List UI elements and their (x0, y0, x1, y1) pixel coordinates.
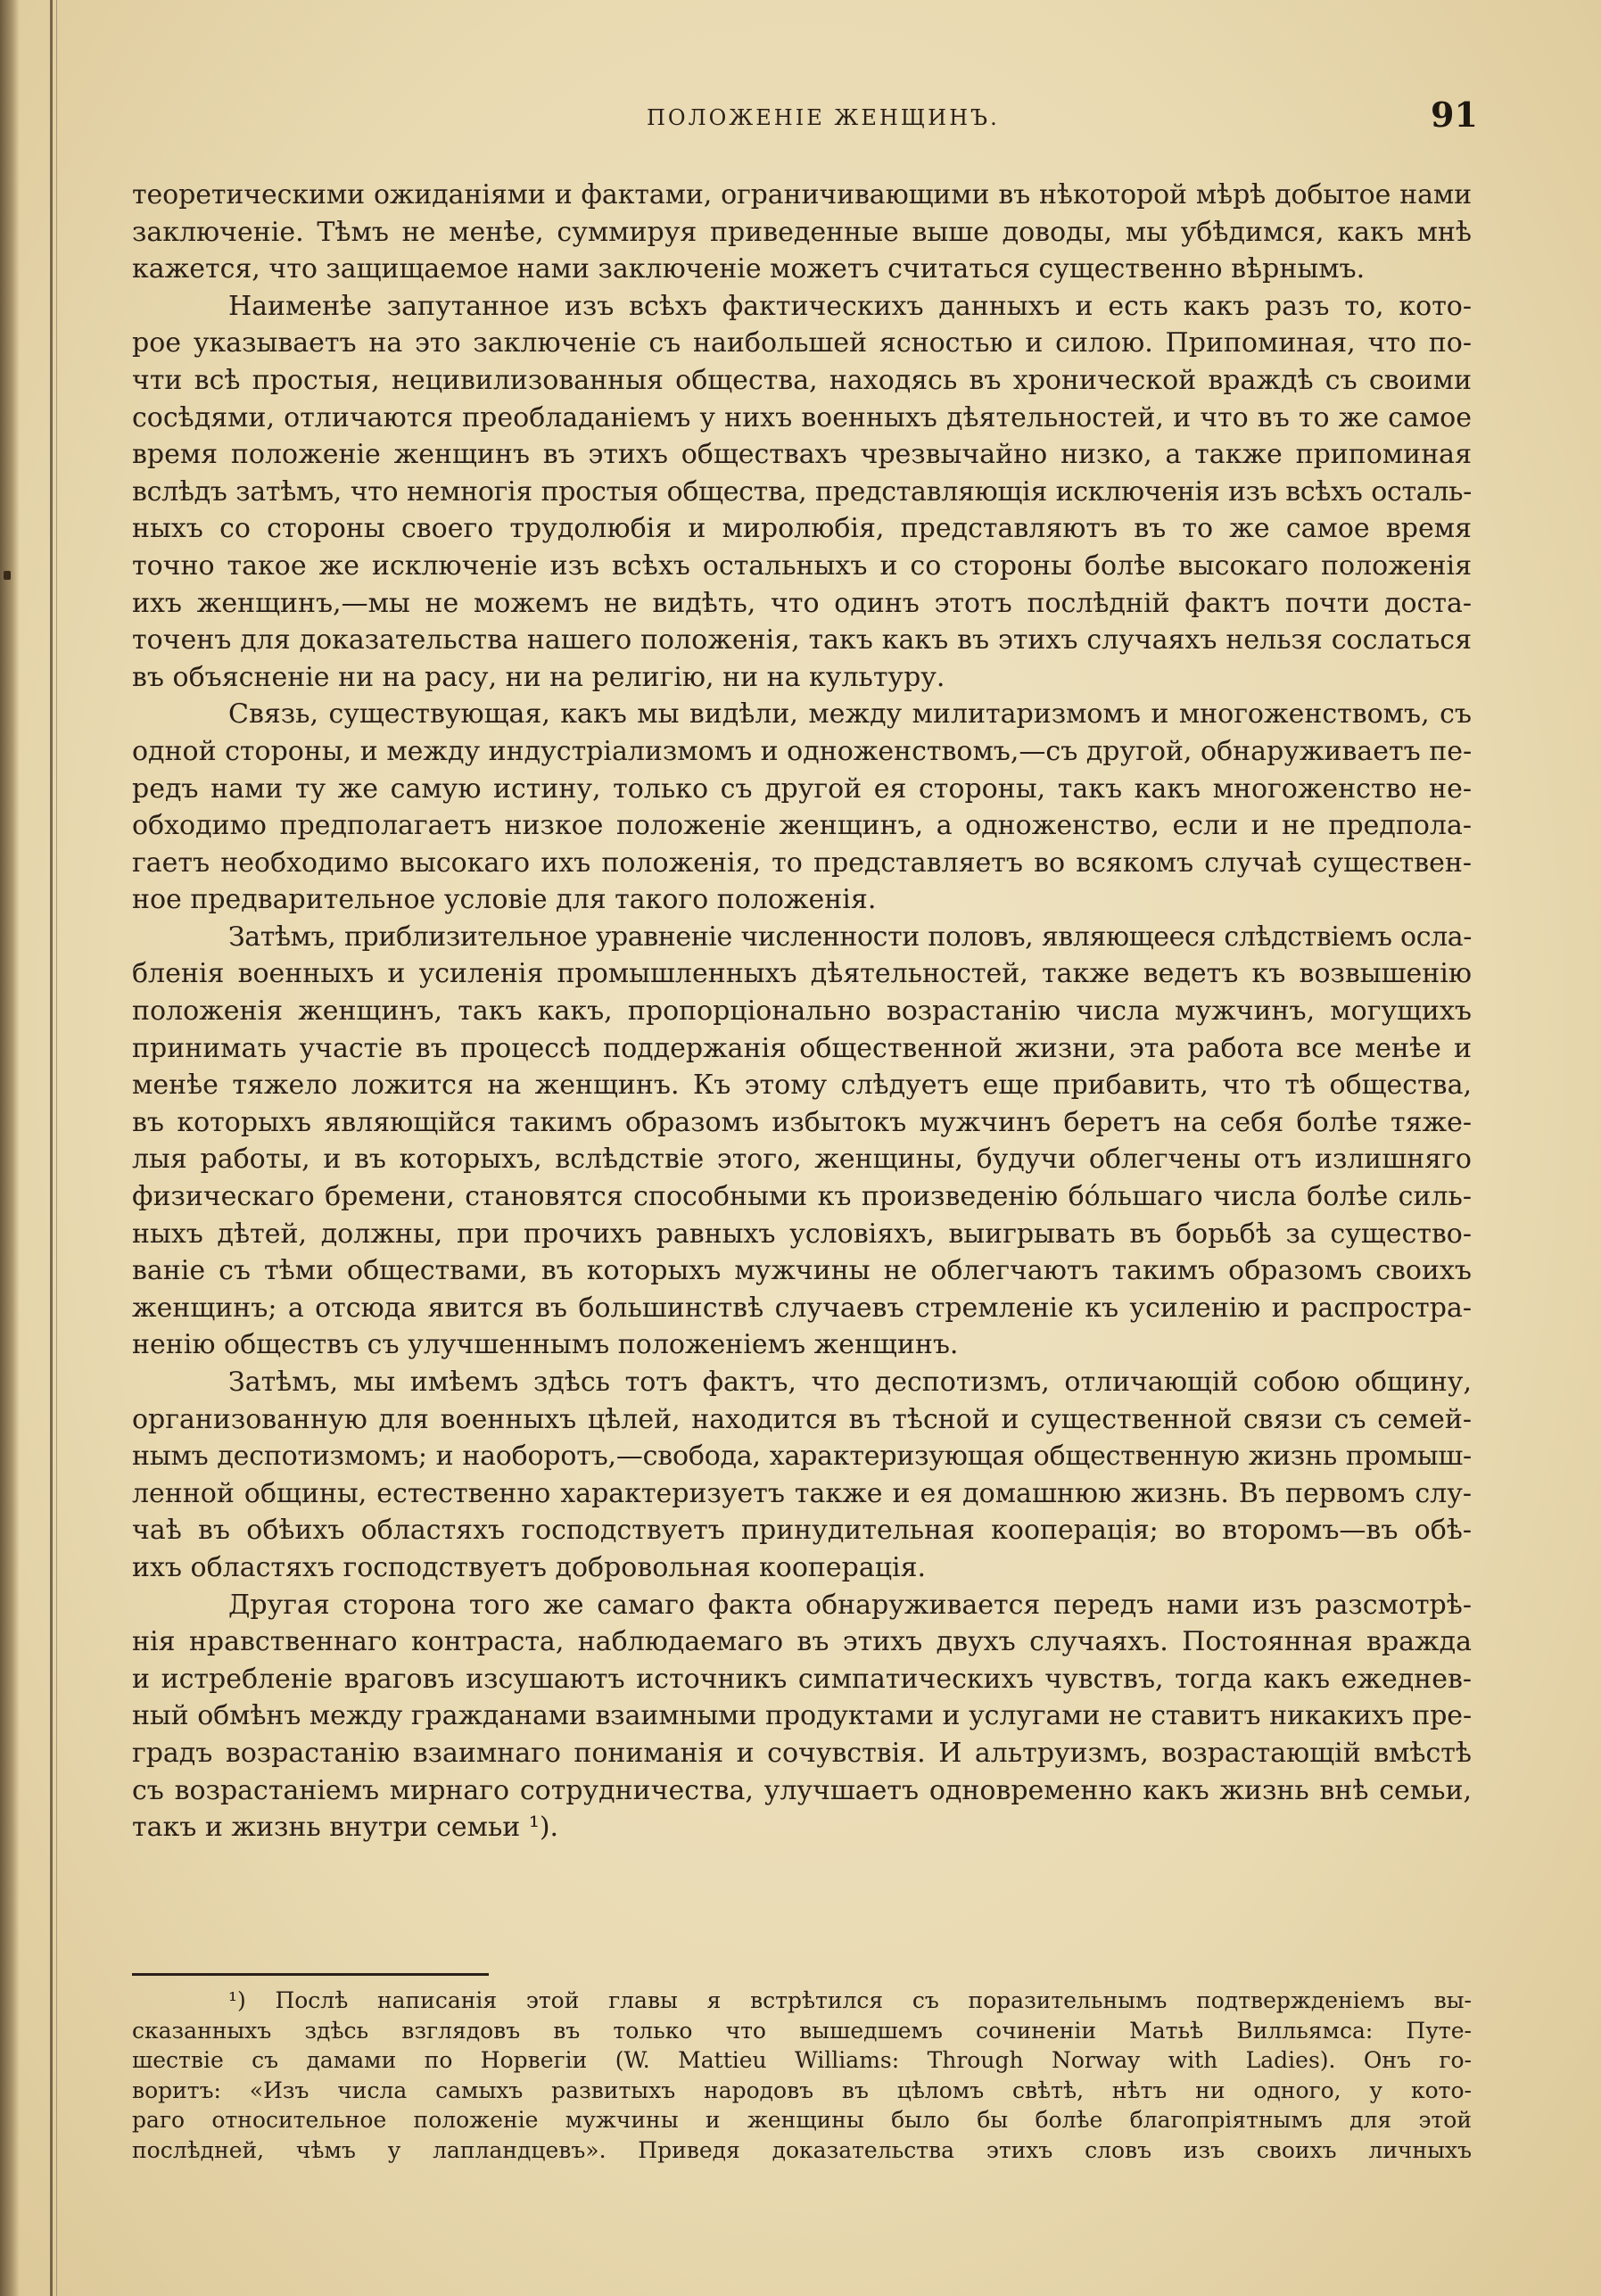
text-line: въ которыхъ являющійся такимъ образомъ избытокъ мужчинъ беретъ на себя болѣе тяже- (132, 1106, 1472, 1138)
text-line: заключеніе. Тѣмъ не менѣе, суммируя приведенные выше доводы, мы убѣдимся, какъ мнѣ (132, 216, 1472, 248)
text-line: и истребленіе враговъ изсушаютъ источникъ симпатическихъ чувствъ, тогда какъ ежеднев- (132, 1663, 1472, 1695)
text-line: чаѣ въ обѣихъ областяхъ господствуетъ принудительная кооперація; во второмъ—въ обѣ- (132, 1515, 1472, 1547)
text-line: ваніе съ тѣми обществами, въ которыхъ мужчины не облегчаютъ такимъ образомъ своихъ (132, 1255, 1472, 1287)
footnotes (132, 1986, 1472, 2166)
text-line: точенъ для доказательства нашего положенія, такъ какъ въ этихъ случаяхъ нельзя сослаться (132, 624, 1472, 657)
text-line: Затѣмъ, мы имѣемъ здѣсь тотъ фактъ, что деспотизмъ, отличающій собою общину, (228, 1367, 1472, 1398)
text-line: ленной общины, естественно характеризуетъ также и ея домашнюю жизнь. Въ первомъ слу- (132, 1477, 1472, 1509)
running-title: ПОЛОЖЕНІЕ ЖЕНЩИНЪ. (647, 105, 1000, 130)
text-line: теоретическими ожиданіями и фактами, ограничивающими въ нѣкоторой мѣрѣ добытое нами (132, 179, 1472, 211)
text-line: положенія женщинъ, такъ какъ, пропорціонально возрастанію числа мужчинъ, могущихъ (132, 995, 1472, 1028)
body-text (132, 177, 1472, 1846)
text-line: вслѣдъ затѣмъ, что немногія простыя общества, представляющія исключенія изъ всѣхъ осталь- (132, 475, 1472, 508)
text-line: гаетъ необходимо высокаго ихъ положенія, то представляетъ во всякомъ случаѣ существен- (132, 847, 1472, 879)
text-line: время положеніе женщинъ въ этихъ обществахъ чрезвычайно низко, а также припоминая (132, 439, 1472, 471)
edge-mark (4, 571, 11, 580)
text-line: нія нравственнаго контраста, наблюдаемаго въ этихъ двухъ случаяхъ. Постоянная вражда (132, 1626, 1472, 1658)
text-line: градъ возрастанію взаимнаго пониманія и сочувствія. И альтруизмъ, возрастающій вмѣстѣ (132, 1737, 1472, 1769)
text-line: кажется, что защищаемое нами заключеніе можетъ считаться существенно вѣрнымъ. (132, 253, 1366, 285)
text-line: нымъ деспотизмомъ; и наоборотъ,—свобода, характеризующая общественную жизнь промыш- (132, 1441, 1472, 1473)
footnote-line: воритъ: «Изъ числа самыхъ развитыхъ народовъ въ цѣломъ свѣтѣ, нѣтъ ни одного, у кото- (132, 2077, 1472, 2103)
text-line: ный обмѣнъ между гражданами взаимными продуктами и услугами не ставитъ никакихъ пре- (132, 1700, 1472, 1732)
text-line: женщинъ; а отсюда явится въ большинствѣ случаевъ стремленіе къ усиленію и распростра- (132, 1292, 1472, 1324)
text-line: ныхъ со стороны своего трудолюбія и миролюбія, представляютъ въ то же самое время (132, 513, 1472, 545)
text-line: менѣе тяжело ложится на женщинъ. Къ этому слѣдуетъ еще прибавить, что тѣ общества, (132, 1070, 1472, 1102)
footnote-line: послѣдней, чѣмъ у лапландцевъ». Приведя доказательства этихъ словъ изъ своихъ личныхъ (132, 2136, 1472, 2163)
text-line: ихъ женщинъ,—мы не можемъ не видѣть, что одинъ этотъ послѣдній фактъ почти доста- (132, 587, 1472, 619)
text-line: Другая сторона того же самаго факта обнаруживается передъ нами изъ разсмотрѣ- (228, 1589, 1472, 1621)
text-line: одной стороны, и между индустріализмомъ и одноженствомъ,—съ другой, обнаруживаетъ пе- (132, 735, 1472, 767)
text-line: принимать участіе въ процессѣ поддержанія общественной жизни, эта работа все менѣе и (132, 1032, 1472, 1064)
page-number: 91 (1431, 95, 1478, 135)
book-gutter-shadow (0, 0, 20, 2296)
text-line: организованную для военныхъ цѣлей, находится въ тѣсной и существенной связи съ семей- (132, 1403, 1472, 1435)
spine-line-thin (56, 0, 57, 2296)
footnote-rule (132, 1973, 489, 1976)
text-line: Связь, существующая, какъ мы видѣли, между милитаризмомъ и многоженствомъ, съ (228, 698, 1472, 731)
footnote-line: ¹) Послѣ написанія этой главы я встрѣтился съ поразительнымъ подтвержденіемъ вы- (228, 1987, 1472, 2013)
footnote-line: шествіе съ дамами по Норвегіи (W. Mattieu Williams: Through Norway with Ladies). Онъ го- (132, 2047, 1472, 2074)
text-line: ное предварительное условіе для такого положенія. (132, 884, 877, 916)
text-line: Затѣмъ, приблизительное уравненіе численности половъ, являющееся слѣдствіемъ осла- (228, 921, 1472, 953)
text-line: съ возрастаніемъ мирнаго сотрудничества, улучшаетъ одновременно какъ жизнь внѣ семьи, (132, 1774, 1472, 1806)
text-line: чти всѣ простыя, нецивилизованныя общества, находясь въ хронической враждѣ съ своими (132, 364, 1472, 396)
text-line: бленія военныхъ и усиленія промышленныхъ дѣятельностей, также ведетъ къ возвышенію (132, 958, 1472, 990)
text-line: физическаго бремени, становятся способными къ произведенію бóльшаго числа болѣе силь- (132, 1181, 1472, 1213)
text-line: лыя работы, и въ которыхъ, вслѣдствіе этого, женщины, будучи облегчены отъ излишняго (132, 1144, 1472, 1176)
footnote-line: раго относительное положеніе мужчины и женщины было бы болѣе благопріятнымъ для этой (132, 2107, 1472, 2134)
text-line: Наименѣе запутанное изъ всѣхъ фактическихъ данныхъ и есть какъ разъ то, кото- (228, 290, 1472, 322)
text-line: обходимо предполагаетъ низкое положеніе женщинъ, а одноженство, если и не предпола- (132, 810, 1472, 842)
text-line: ненію обществъ съ улучшеннымъ положеніемъ женщинъ. (132, 1329, 959, 1361)
text-line: точно такое же исключеніе изъ всѣхъ остальныхъ и со стороны болѣе высокаго положенія (132, 549, 1472, 582)
text-line: сосѣдями, отличаются преобладаніемъ у нихъ военныхъ дѣятельностей, и что въ то же самое (132, 401, 1472, 434)
text-line: редъ нами ту же самую истину, только съ другой ея стороны, такъ какъ многоженство не- (132, 772, 1472, 805)
text-line: ныхъ дѣтей, должны, при прочихъ равныхъ условіяхъ, выигрывать въ борьбѣ за существо- (132, 1218, 1472, 1250)
footnote-line: сказанныхъ здѣсь взглядовъ въ только что вышедшемъ сочиненіи Матьѣ Вилльямса: Путе- (132, 2017, 1472, 2044)
text-line: ихъ областяхъ господствуетъ добровольная кооперація. (132, 1551, 927, 1583)
text-line: въ объясненіе ни на расу, ни на религію, ни на культуру. (132, 661, 945, 693)
spine-line (50, 0, 53, 2296)
text-line: рое указываетъ на это заключеніе съ наибольшей ясностью и силою. Припоминая, что по- (132, 327, 1472, 359)
text-line: такъ и жизнь внутри семьи ¹). (132, 1812, 559, 1844)
